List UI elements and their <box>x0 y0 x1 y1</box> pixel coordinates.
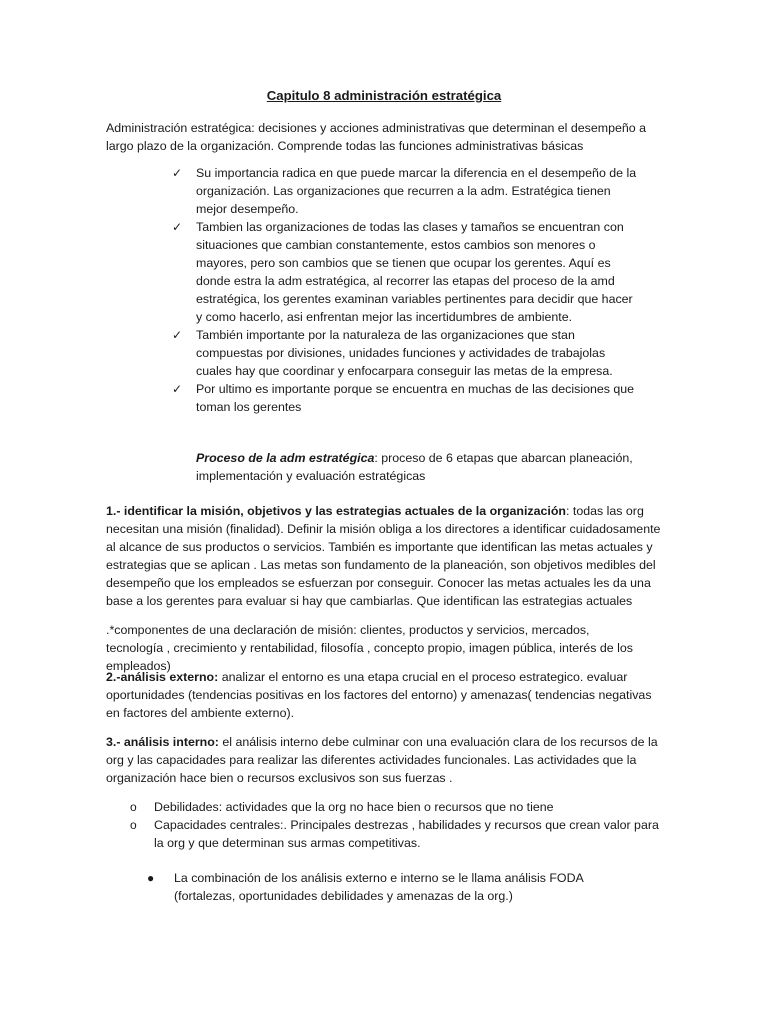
list-item <box>130 816 660 852</box>
list-item <box>172 380 642 416</box>
step2-paragraph <box>106 668 662 722</box>
check-mark-icon: ✓ <box>172 382 183 396</box>
list-item-text: La combinación de los análisis externo e interno se le llama análisis FODA (fortalezas, oportunidades debilidades y amenazas de la org.) <box>174 871 584 903</box>
proceso-text: : proceso de 6 etapas que abarcan planeación, implementación y evaluación estratégicas <box>196 451 633 483</box>
check-mark-icon: ✓ <box>172 166 183 180</box>
step1-heading: 1.- identificar la misión, objetivos y las estrategias actuales de la organización <box>106 504 566 518</box>
intro-paragraph: Administración estratégica: decisiones y acciones administrativas que determinan el desempeño a largo plazo de la organización. Comprende todas las funciones administrativas básicas <box>106 121 646 153</box>
list-item <box>130 798 660 816</box>
step1-paragraph <box>106 502 662 610</box>
check-mark-icon: ✓ <box>172 220 183 234</box>
importance-check-list <box>172 164 642 416</box>
step2-heading: 2.-análisis externo: <box>106 670 219 684</box>
list-item-text: Debilidades: actividades que la org no hace bien o recursos que no tiene <box>154 800 554 814</box>
page-title: Capitulo 8 administración estratégica <box>266 88 502 103</box>
step3-text: el análisis interno debe culminar con una evaluación clara de los recursos de la org y las capacidades para realizar las diferentes actividades funcionales. Las actividades que la organización hace bien o recursos exclusivos son sus fuerzas . <box>106 735 658 785</box>
step1-text: : todas las org necesitan una misión (finalidad). Definir la misión obliga a los directores a identificar cuidadosamente al alcance de sus productos o servicios. También es importante que identifican las metas actuales y estrategias que se aplican . Las metas son fundamento de la planeación, son objetivos medibles del desempeño que los empleados se esfuerzan por conseguir. Conocer las metas actuales les da una base a los gerentes para evaluar si hay que cambiarlas. Que identifican las estrategias actuales <box>106 504 661 608</box>
bullet-dot-icon: ● <box>147 871 155 885</box>
list-item-text: Su importancia radica en que puede marcar la diferencia en el desempeño de la organización. Las organizaciones que recurren a la adm. Estratégica tienen mejor desempeño. <box>196 166 637 216</box>
list-item <box>172 218 642 326</box>
internal-analysis-list <box>130 798 660 852</box>
list-item <box>172 326 642 380</box>
list-item <box>147 869 627 905</box>
list-item-text: Por ultimo es importante porque se encuentra en muchas de las decisiones que toman los gerentes <box>196 382 635 414</box>
step2-text: analizar el entorno es una etapa crucial en el proceso estrategico. evaluar oportunidades (tendencias positivas en los factores del entorno) y amenazas( tendencias negativas en factores del ambiente externo). <box>106 670 652 720</box>
list-item <box>172 164 642 218</box>
circle-bullet-icon: o <box>130 818 137 832</box>
list-item-text: También importante por la naturaleza de las organizaciones que stan compuestas por divisiones, unidades funciones y actividades de trabajolas cuales hay que coordinar y enfocarpara conseguir las metas de la empresa. <box>196 328 613 378</box>
list-item-text: Capacidades centrales:. Principales destrezas , habilidades y recursos que crean valor para la org y que determinan sus armas competitivas. <box>154 818 659 850</box>
step3-paragraph <box>106 733 662 787</box>
foda-bullet-list <box>147 869 627 905</box>
componentes-paragraph: .*componentes de una declaración de misión: clientes, productos y servicios, mercados, tecnología , crecimiento y rentabilidad, filosofía , concepto propio, imagen pública, interés de los empleados) <box>106 623 633 673</box>
proceso-paragraph <box>196 449 636 485</box>
step3-heading: 3.- análisis interno: <box>106 735 219 749</box>
circle-bullet-icon: o <box>130 800 137 814</box>
list-item-text: Tambien las organizaciones de todas las clases y tamaños se encuentran con situaciones que cambian constantemente, estos cambios son menores o mayores, pero son cambios que se tienen que ocupar los gerentes. Aquí es donde estra la adm estratégica, al recorrer las etapas del proceso de la amd estratégica, los gerentes examinan variables pertinentes para decidir que hacer y como hacerlo, asi enfrentan mejor las incertidumbres de ambiente. <box>196 220 633 324</box>
check-mark-icon: ✓ <box>172 328 183 342</box>
proceso-lead: Proceso de la adm estratégica <box>196 451 375 465</box>
